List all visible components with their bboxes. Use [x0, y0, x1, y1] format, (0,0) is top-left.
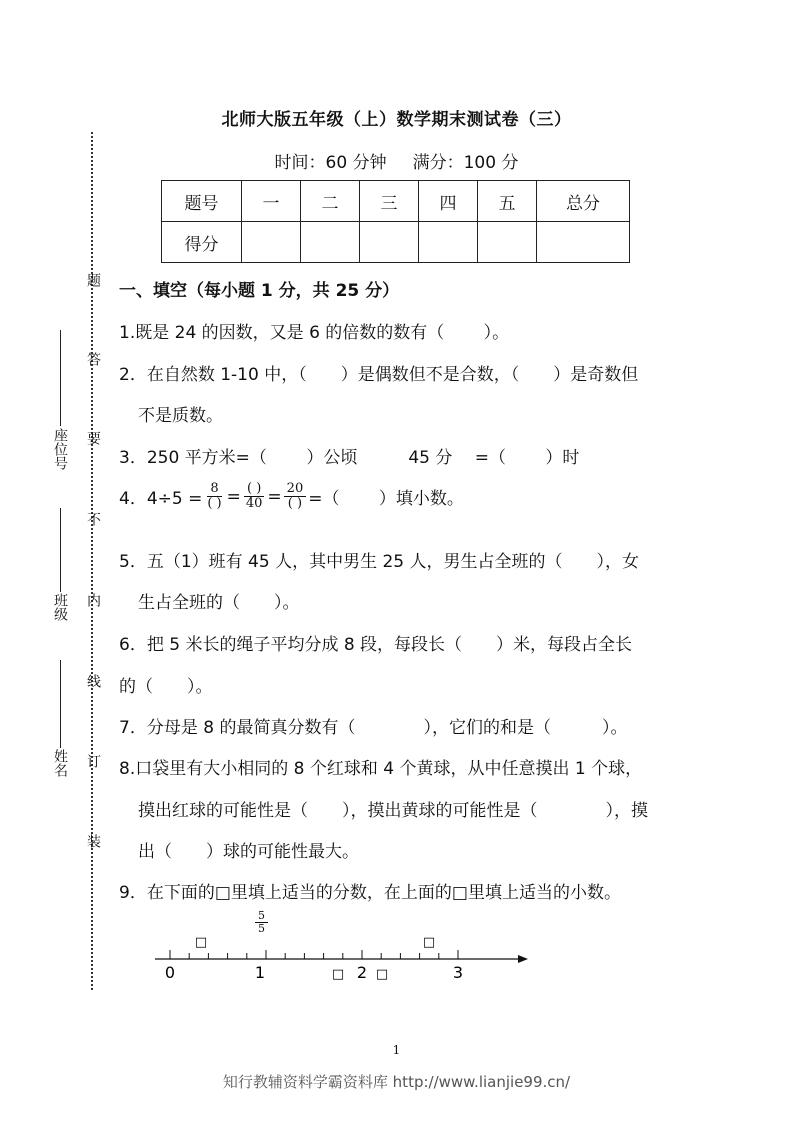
header-cell: 总分 [537, 181, 630, 222]
fraction-3-denominator: ( ) [287, 496, 303, 512]
top-fraction [255, 910, 268, 935]
page-number: 1 [392, 1043, 401, 1057]
exam-info [0, 148, 793, 173]
equals-sign: = [267, 486, 282, 507]
binding-dotted-line [91, 132, 93, 990]
question-8-continued: 摸出红球的可能性是（ ），摸出黄球的可能性是（ ），摸 [138, 801, 648, 821]
q4-suffix: =（ ）填小数。 [308, 489, 464, 510]
class-underline [60, 508, 61, 592]
score-cell [360, 222, 419, 263]
lower-box-1: □ [331, 967, 345, 982]
question-9: 9．在下面的□里填上适当的分数，在上面的□里填上适当的小数。 [119, 883, 621, 903]
header-cell: 五 [478, 181, 537, 222]
name-underline [60, 660, 61, 748]
header-cell: 一 [242, 181, 301, 222]
margin-char: 题 [85, 273, 101, 287]
question-5: 5．五（1）班有 45 人，其中男生 25 人，男生占全班的（ ），女 [119, 552, 640, 572]
margin-char: 订 [85, 754, 101, 768]
seat-underline [60, 330, 61, 426]
margin-char: 要 [85, 431, 101, 445]
question-8: 8.口袋里有大小相同的 8 个红球和 4 个黄球，从中任意摸出 1 个球， [119, 759, 643, 779]
number-line-ticks [170, 950, 458, 959]
question-8-continued: 出（ ）球的可能性最大。 [138, 842, 359, 862]
number-line-arrow [518, 955, 528, 963]
fraction-2-numerator: ( ) [244, 482, 264, 497]
fraction-1-denominator: ( ) [207, 496, 222, 512]
fraction-1 [204, 482, 224, 512]
score-cell [537, 222, 630, 263]
fraction-2 [243, 482, 266, 512]
score-cell [419, 222, 478, 263]
question-6-continued: 的（ ）。 [119, 677, 213, 697]
score-table-score-row [162, 222, 630, 263]
fraction-3-numerator: 20 [284, 482, 307, 497]
question-4 [119, 482, 464, 512]
header-cell: 题号 [162, 181, 242, 222]
row-label-cell: 得分 [162, 222, 242, 263]
exam-time: 时间：60 分钟 [274, 153, 387, 173]
margin-char: 装 [85, 834, 101, 848]
header-cell: 四 [419, 181, 478, 222]
question-2: 2．在自然数 1-10 中，（ ）是偶数但不是合数，（ ）是奇数但 [119, 365, 639, 385]
question-5-continued: 生占全班的（ ）。 [138, 593, 300, 613]
fraction-1-numerator: 8 [207, 482, 221, 497]
number-line [150, 935, 540, 990]
score-cell [242, 222, 301, 263]
header-cell: 二 [301, 181, 360, 222]
seat-label: 座位号 [52, 428, 68, 470]
margin-char: 内 [85, 593, 101, 607]
page-title: 北师大版五年级（上）数学期末测试卷（三） [221, 110, 572, 130]
q4-prefix: 4．4÷5 = [119, 489, 203, 510]
lower-box-2: □ [375, 967, 389, 982]
score-table [161, 180, 630, 263]
question-3: 3．250 平方米=（ ）公顷 45 分 =（ ）时 [119, 448, 580, 468]
margin-char: 答 [85, 352, 101, 366]
upper-box-2: □ [422, 935, 436, 950]
top-fraction-numerator: 5 [255, 910, 268, 923]
tick-label-3: 3 [452, 963, 464, 982]
question-1: 1.既是 24 的因数，又是 6 的倍数的数有（ ）。 [119, 323, 510, 343]
equals-sign: = [226, 486, 241, 507]
tick-label-0: 0 [164, 963, 176, 982]
header-cell: 三 [360, 181, 419, 222]
fraction-2-denominator: 40 [245, 496, 263, 512]
top-fraction-denominator: 5 [258, 922, 265, 936]
question-2-continued: 不是质数。 [138, 406, 223, 426]
footer-text: 知行教辅资料学霸资料库 http://www.lianjie99.cn/ [222, 1073, 571, 1091]
full-score: 满分：100 分 [412, 153, 519, 173]
name-label: 姓名 [52, 749, 68, 777]
tick-label-1: 1 [254, 963, 266, 982]
score-table-header-row [162, 181, 630, 222]
section-heading: 一、填空（每小题 1 分，共 25 分） [119, 281, 400, 301]
score-cell [301, 222, 360, 263]
margin-char: 不 [85, 512, 101, 526]
class-label: 班级 [52, 593, 68, 621]
score-cell [478, 222, 537, 263]
question-6: 6．把 5 米长的绳子平均分成 8 段，每段长（ ）米，每段占全长 [119, 635, 633, 655]
fraction-3 [284, 482, 307, 512]
margin-char: 线 [85, 674, 101, 688]
question-7: 7．分母是 8 的最简真分数有（ ），它们的和是（ ）。 [119, 718, 628, 738]
tick-label-2: 2 [356, 963, 368, 982]
upper-box-1: □ [194, 935, 208, 950]
